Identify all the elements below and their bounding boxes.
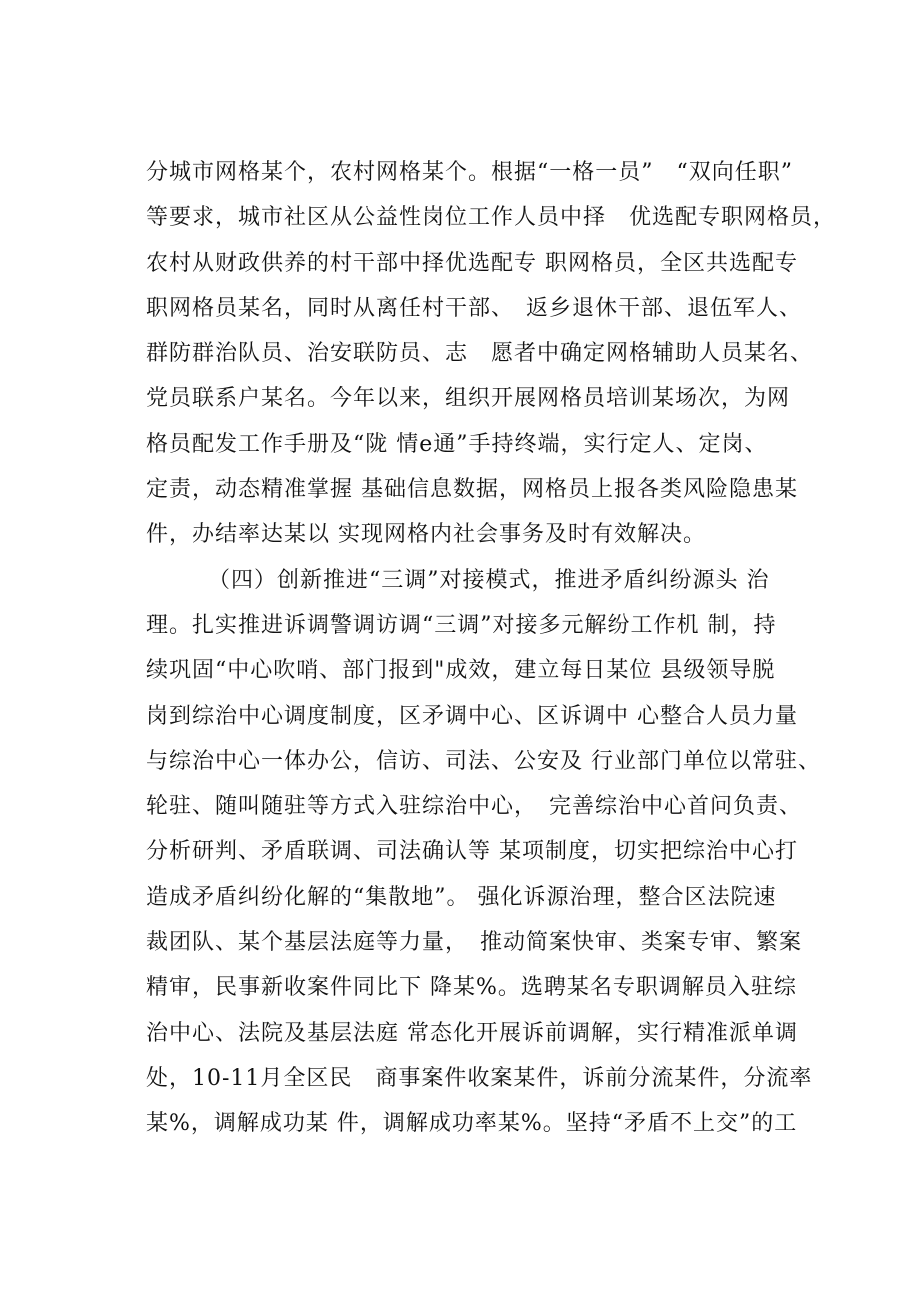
- text-line: 定责，动态精准掌握 基础信息数据，网格员上报各类风险隐患某: [146, 477, 798, 503]
- text-line: 等要求，城市社区从公益性岗位工作人员中择 优选配专职网格员，: [146, 205, 836, 231]
- text-line: 治中心、法院及基层法庭 常态化开展诉前调解，实行精准派单调: [146, 1020, 798, 1046]
- text-line: 分析研判、矛盾联调、司法确认等 某项制度，切实把综治中心打: [146, 839, 798, 865]
- text-line: 理。扎实推进诉调警调访调“三调”对接多元解纷工作机 制，持: [146, 612, 777, 638]
- text-line: 处，10-11月全区民 商事案件收案某件，诉前分流某件，分流率: [146, 1065, 813, 1091]
- text-line: 职网格员某名，同时从离任村干部、 返乡退休干部、退伍军人、: [146, 295, 803, 321]
- text-line: 续巩固“中心吹哨、部门报到"成效，建立每日某位 县级领导脱: [146, 658, 776, 684]
- text-line: 格员配发工作手册及“陇 情e通”手持终端，实行定人、定岗、: [146, 431, 768, 457]
- text-line: 轮驻、随叫随驻等方式入驻综治中心， 完善综治中心首问负责、: [146, 794, 803, 820]
- body-text: [146, 150, 836, 1147]
- text-line: 造成矛盾纠纷化解的“集散地”。 强化诉源治理，整合区法院速: [146, 884, 777, 910]
- text-line: 某%，调解成功某 件，调解成功率某%。坚持“矛盾不上交”的工: [146, 1111, 798, 1137]
- text-line: 群防群治队员、治安联防员、志 愿者中确定网格辅助人员某名、: [146, 341, 814, 367]
- section-heading-line: （四）创新推进“三调”对接模式，推进矛盾纠纷源头 治: [208, 567, 770, 593]
- text-line: 分城市网格某个，农村网格某个。根据“一格一员” “双向任职”: [146, 160, 793, 185]
- text-line: 农村从财政供养的村干部中择优选配专 职网格员，全区共选配专: [146, 250, 798, 276]
- text-line: 岗到综治中心调度制度，区矛调中心、区诉调中 心整合人员力量: [146, 703, 798, 729]
- text-line: 党员联系户某名。今年以来，组织开展网格员培训某场次，为网: [146, 386, 791, 412]
- text-line: 精审，民事新收案件同比下 降某%。选聘某名专职调解员入驻综: [146, 975, 797, 1001]
- text-line: 与综治中心一体办公，信访、司法、公安及 行业部门单位以常驻、: [146, 748, 821, 774]
- text-line: 裁团队、某个基层法庭等力量， 推动简案快审、类案专审、繁案: [146, 930, 803, 956]
- text-line: 件，办结率达某以 实现网格内社会事务及时有效解决。: [146, 522, 706, 548]
